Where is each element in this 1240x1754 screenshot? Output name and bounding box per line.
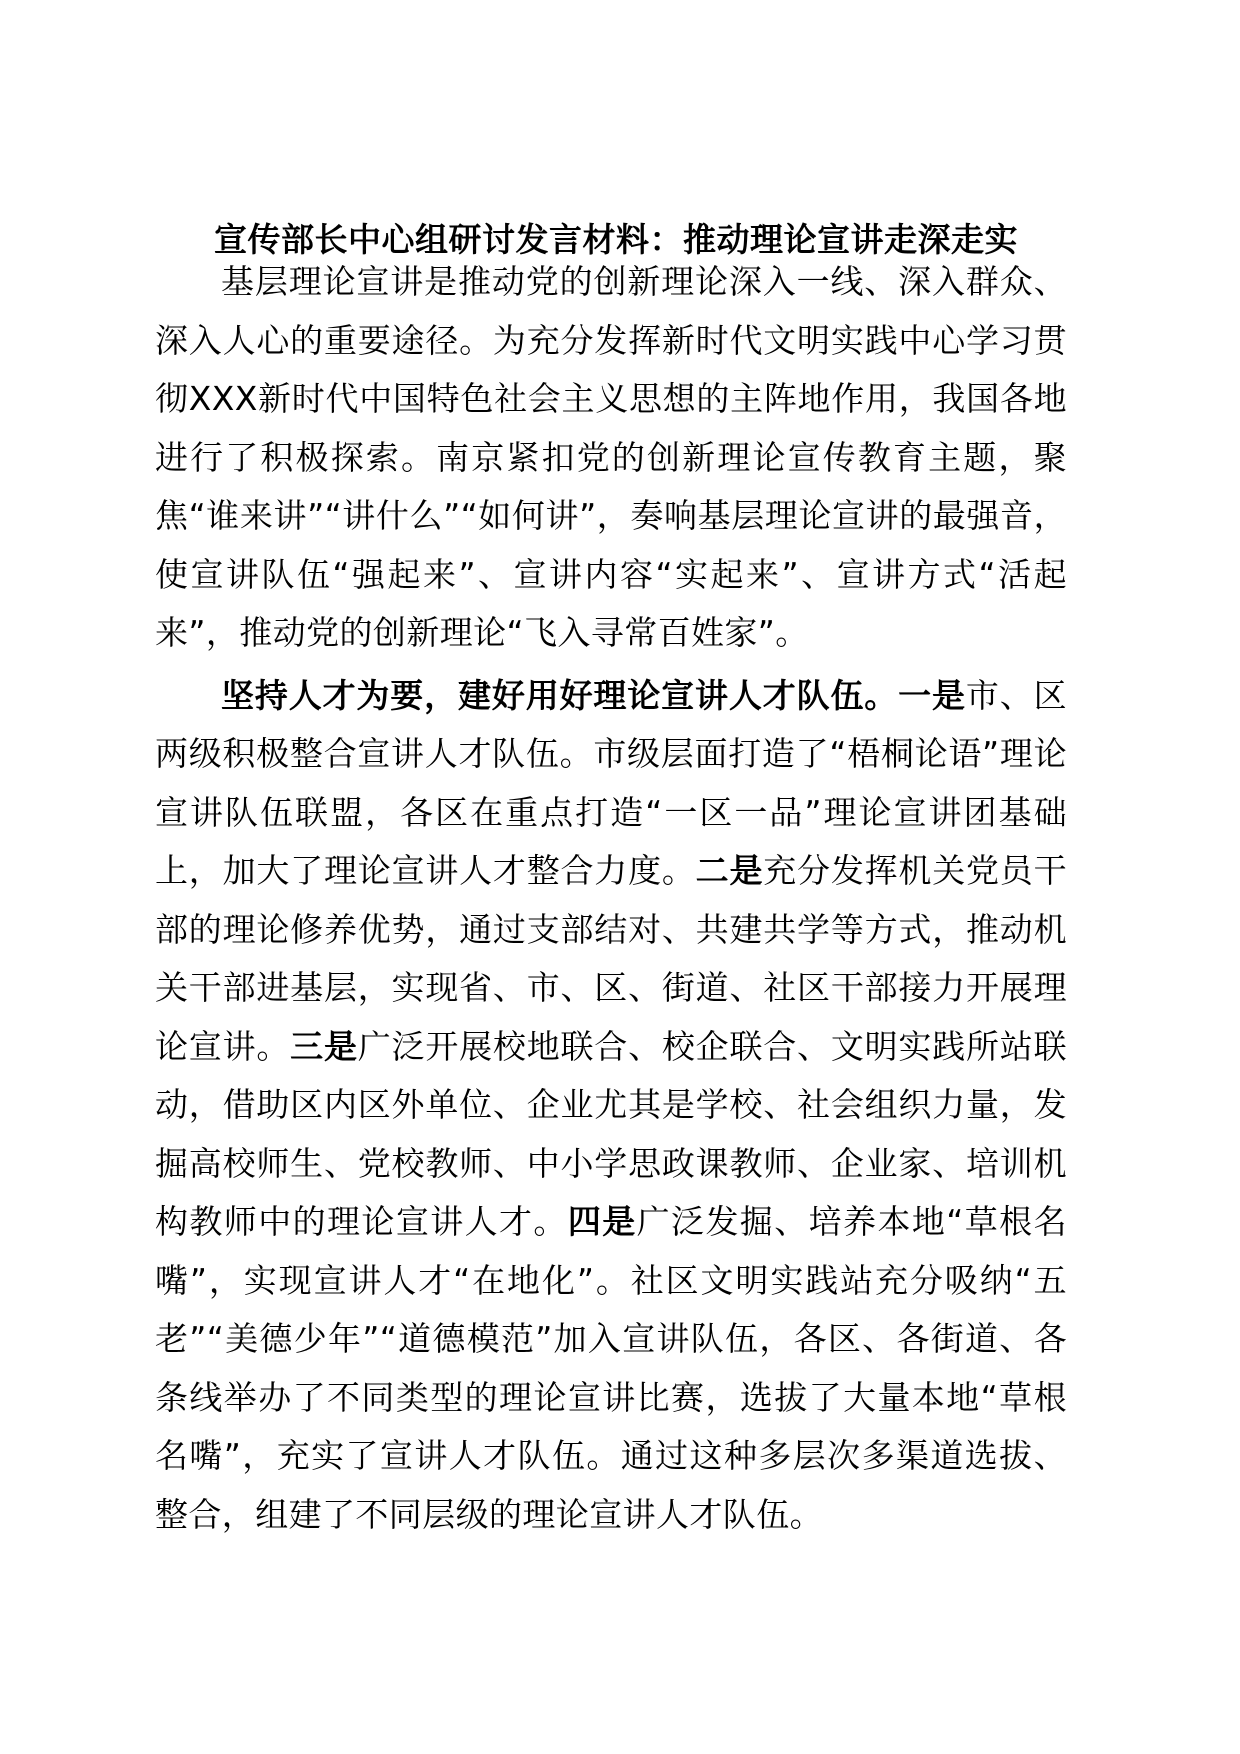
point-marker-3: 三是 bbox=[290, 1026, 358, 1066]
point-marker-4: 四是 bbox=[567, 1202, 637, 1241]
point-marker-1: 一是 bbox=[898, 675, 966, 715]
section-heading: 坚持人才为要，建好用好理论宣讲人才队伍。 bbox=[221, 675, 899, 715]
talent-section-paragraph bbox=[155, 667, 1067, 1545]
point-text-3: 广泛开展校地联合、校企联合、文明实践所站联动，借助区内区外单位、企业尤其是学校、社会组织力量，发掘高校师生、党校教师、中小学思政课教师、企业家、培训机构教师中的理论宣讲人才。 bbox=[155, 1026, 1067, 1241]
point-text-1: 市、区两级积极整合宣讲人才队伍。市级层面打造了“梧桐论语”理论宣讲队伍联盟，各区在重点打造“一区一品”理论宣讲团基础上，加大了理论宣讲人才整合力度。 bbox=[155, 675, 1067, 890]
document-body bbox=[155, 253, 1067, 1544]
intro-paragraph: 基层理论宣讲是推动党的创新理论深入一线、深入群众、深入人心的重要途径。为充分发挥新时代文明实践中心学习贯彻XXX新时代中国特色社会主义思想的主阵地作用，我国各地进行了积极探索。南京紧扣党的创新理论宣传教育主题，聚焦“谁来讲”“讲什么”“如何讲”，奏响基层理论宣讲的最强音，使宣讲队伍“强起来”、宣讲内容“实起来”、宣讲方式“活起来”，推动党的创新理论“飞入寻常百姓家”。 bbox=[155, 262, 1067, 652]
point-marker-2: 二是 bbox=[695, 851, 764, 890]
point-text-4: 广泛发掘、培养本地“草根名嘴”，实现宣讲人才“在地化”。社区文明实践站充分吸纳“五老”“美德少年”“道德模范”加入宣讲队伍，各区、各街道、各条线举办了不同类型的理论宣讲比赛，选拔了大量本地“草根名嘴”，充实了宣讲人才队伍。通过这种多层次多渠道选拔、整合，组建了不同层级的理论宣讲人才队伍。 bbox=[155, 1202, 1067, 1534]
document-title: 宣传部长中心组研讨发言材料：推动理论宣讲走深走实 bbox=[214, 220, 1018, 259]
point-text-2: 充分发挥机关党员干部的理论修养优势，通过支部结对、共建共学等方式，推动机关干部进基层，实现省、市、区、街道、社区干部接力开展理论宣讲。 bbox=[155, 851, 1067, 1066]
